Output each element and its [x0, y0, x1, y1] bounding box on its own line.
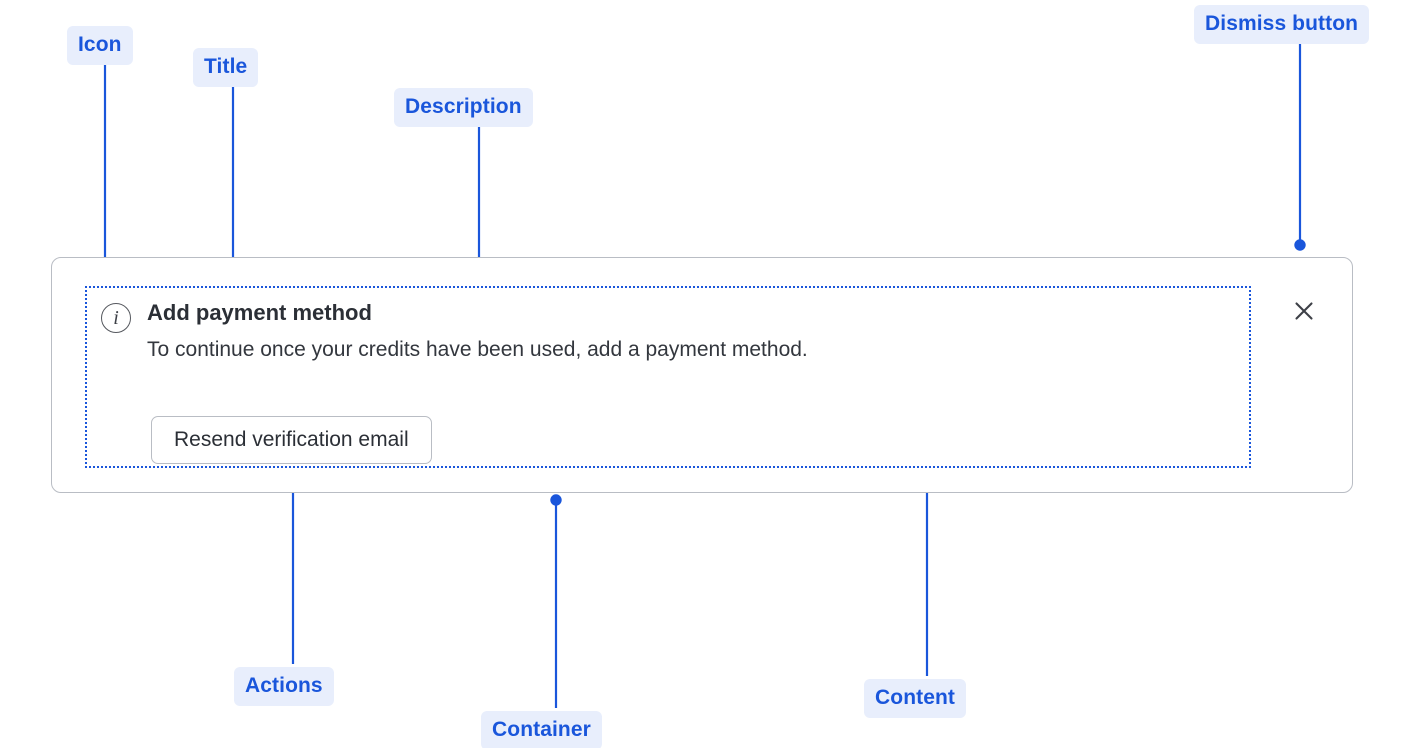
annotation-label-dismiss-button: Dismiss button: [1194, 5, 1369, 44]
resend-verification-email-button[interactable]: Resend verification email: [151, 416, 432, 464]
banner-container: [51, 257, 1353, 493]
info-icon-glyph: i: [113, 307, 119, 329]
annotation-label-content: Content: [864, 679, 966, 718]
annotation-label-description: Description: [394, 88, 533, 127]
banner-actions: [151, 416, 432, 464]
annotation-label-actions: Actions: [234, 667, 334, 706]
annotation-label-icon: Icon: [67, 26, 133, 65]
banner-content: [85, 286, 1251, 468]
banner-description: To continue once your credits have been used, add a payment method.: [147, 337, 808, 361]
info-circle-icon: [101, 303, 131, 333]
annotation-label-title: Title: [193, 48, 258, 87]
close-icon[interactable]: [1287, 294, 1321, 328]
annotation-label-container: Container: [481, 711, 602, 748]
banner-text-column: [147, 299, 808, 364]
banner-header-row: [101, 299, 808, 364]
banner-title: Add payment method: [147, 300, 372, 325]
